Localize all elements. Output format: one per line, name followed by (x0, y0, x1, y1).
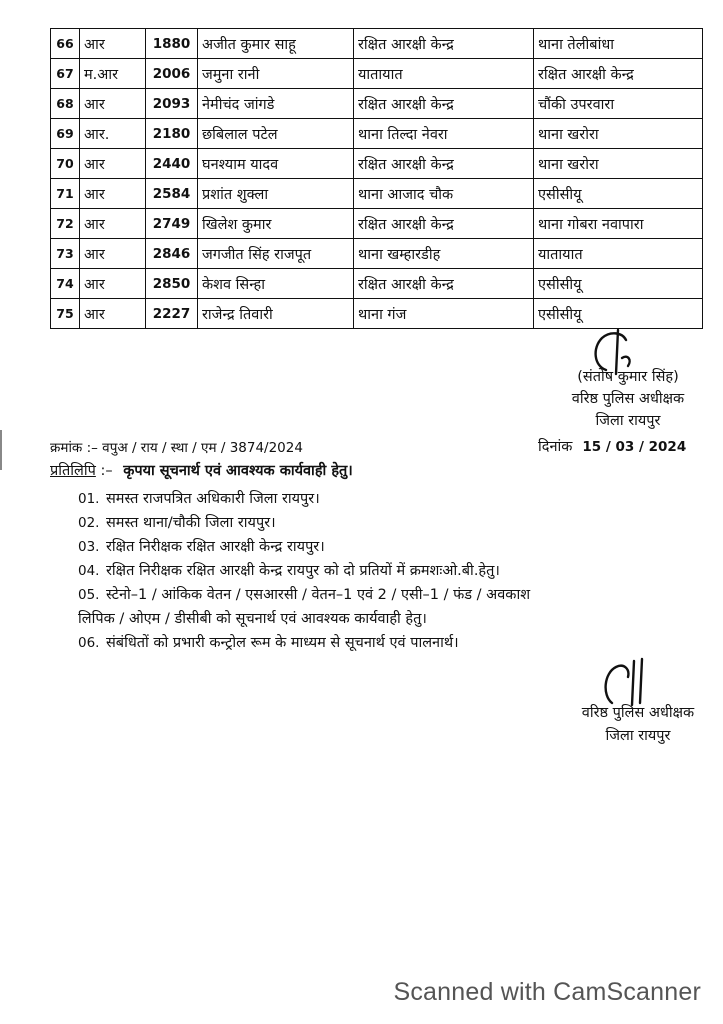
date-label: दिनांक (538, 439, 573, 455)
date-value: 15 / 03 / 2024 (582, 439, 687, 455)
copy-item-text: रक्षित निरीक्षक रक्षित आरक्षी केन्द्र रायपुर को दो प्रतियों में क्रमशःओ.बी.हेतु। (106, 563, 500, 579)
cell-serial: 67 (51, 59, 80, 89)
cell-name: प्रशांत शुक्ला (198, 179, 354, 209)
copy-item-number: 03. (78, 539, 100, 555)
cell-serial: 75 (51, 299, 80, 329)
cell-name: अजीत कुमार साहू (198, 29, 354, 59)
cell-serial: 71 (51, 179, 80, 209)
order-number: क्रमांक :– वपुअ / राय / स्था / एम / 3874/2024 (50, 440, 303, 456)
signatory-designation: वरिष्ठ पुलिस अधीक्षक (581, 705, 695, 721)
cell-name: नेमीचंद जांगडे (198, 89, 354, 119)
copy-item-text: समस्त थाना/चौकी जिला रायपुर। (106, 515, 276, 531)
cell-to: एसीसीयू (534, 269, 703, 299)
cell-number: 2227 (146, 299, 198, 329)
table-row (51, 179, 703, 209)
copy-item (78, 559, 708, 583)
table-row (51, 149, 703, 179)
copy-item-number: 05. (78, 587, 100, 603)
copy-item-number: 04. (78, 563, 100, 579)
cell-from: यातायात (354, 59, 534, 89)
cell-serial: 66 (51, 29, 80, 59)
cell-number: 2180 (146, 119, 198, 149)
cell-to: यातायात (534, 239, 703, 269)
cell-to: थाना गोबरा नवापारा (534, 209, 703, 239)
copy-item-text: संबंधितों को प्रभारी कन्ट्रोल रूम के माध्यम से सूचनार्थ एवं पालनार्थ। (106, 635, 459, 651)
cell-from: रक्षित आरक्षी केन्द्र (354, 149, 534, 179)
copy-item-text: स्टेनो–1 / आंकिक वेतन / एसआरसी / वेतन–1 एवं 2 / एसी–1 / फंड / अवकाश (106, 587, 531, 603)
cell-from: थाना गंज (354, 299, 534, 329)
cell-name: छबिलाल पटेल (198, 119, 354, 149)
cell-rank: आर (80, 269, 146, 299)
cell-number: 2093 (146, 89, 198, 119)
order-date (538, 436, 686, 456)
copy-item (78, 487, 708, 511)
signatory-block-2 (558, 702, 718, 748)
copy-label: प्रतिलिपि (50, 463, 96, 479)
copy-heading-text: कृपया सूचनार्थ एवं आवश्यक कार्यवाही हेतु। (123, 463, 353, 479)
cell-rank: आर (80, 29, 146, 59)
cell-number: 2006 (146, 59, 198, 89)
cell-from: थाना खम्हारडीह (354, 239, 534, 269)
signatory-name: (संतोष कुमार सिंह) (577, 369, 679, 385)
cell-from: थाना आजाद चौक (354, 179, 534, 209)
copy-heading (50, 460, 353, 480)
cell-rank: आर (80, 299, 146, 329)
copy-item-text: समस्त राजपत्रित अधिकारी जिला रायपुर। (106, 491, 320, 507)
cell-rank: आर (80, 179, 146, 209)
copy-item-number: 01. (78, 491, 100, 507)
copy-item-number: 06. (78, 635, 100, 651)
table-row (51, 119, 703, 149)
table-body (51, 29, 703, 329)
cell-to: एसीसीयू (534, 179, 703, 209)
signatory-district: जिला रायपुर (595, 413, 661, 429)
signatory-block-1 (538, 366, 718, 432)
copy-list (78, 487, 708, 655)
cell-number: 2584 (146, 179, 198, 209)
table-row (51, 59, 703, 89)
table-row (51, 299, 703, 329)
cell-serial: 72 (51, 209, 80, 239)
cell-name: घनश्याम यादव (198, 149, 354, 179)
cell-to: थाना तेलीबांधा (534, 29, 703, 59)
camscanner-watermark: Scanned with CamScanner (393, 978, 701, 1006)
copy-item (78, 583, 708, 631)
cell-rank: आर. (80, 119, 146, 149)
copy-item (78, 535, 708, 559)
cell-serial: 69 (51, 119, 80, 149)
cell-rank: आर (80, 209, 146, 239)
cell-to: थाना खरोरा (534, 149, 703, 179)
cell-serial: 70 (51, 149, 80, 179)
copy-item-continuation: लिपिक / ओएम / डीसीबी को सूचनार्थ एवं आवश्यक कार्यवाही हेतु। (78, 611, 427, 627)
cell-to: थाना खरोरा (534, 119, 703, 149)
signatory-designation: वरिष्ठ पुलिस अधीक्षक (571, 391, 685, 407)
cell-name: जगजीत सिंह राजपूत (198, 239, 354, 269)
table-row (51, 89, 703, 119)
cell-from: रक्षित आरक्षी केन्द्र (354, 269, 534, 299)
copy-item-number: 02. (78, 515, 100, 531)
cell-rank: आर (80, 239, 146, 269)
cell-name: खिलेश कुमार (198, 209, 354, 239)
cell-rank: आर (80, 89, 146, 119)
cell-from: थाना तिल्दा नेवरा (354, 119, 534, 149)
cell-serial: 74 (51, 269, 80, 299)
cell-name: केशव सिन्हा (198, 269, 354, 299)
copy-item (78, 511, 708, 535)
copy-separator: :– (100, 463, 113, 479)
signature-2-icon (598, 655, 662, 709)
cell-from: रक्षित आरक्षी केन्द्र (354, 209, 534, 239)
cell-to: एसीसीयू (534, 299, 703, 329)
cell-number: 2440 (146, 149, 198, 179)
table-row (51, 269, 703, 299)
cell-to: रक्षित आरक्षी केन्द्र (534, 59, 703, 89)
cell-rank: आर (80, 149, 146, 179)
table-row (51, 29, 703, 59)
cell-number: 2749 (146, 209, 198, 239)
transfer-table (50, 28, 702, 329)
cell-from: रक्षित आरक्षी केन्द्र (354, 89, 534, 119)
copy-item-text: रक्षित निरीक्षक रक्षित आरक्षी केन्द्र रायपुर। (106, 539, 325, 555)
table-row (51, 209, 703, 239)
cell-number: 1880 (146, 29, 198, 59)
cell-serial: 68 (51, 89, 80, 119)
cell-number: 2850 (146, 269, 198, 299)
cell-serial: 73 (51, 239, 80, 269)
cell-from: रक्षित आरक्षी केन्द्र (354, 29, 534, 59)
cell-name: राजेन्द्र तिवारी (198, 299, 354, 329)
cell-rank: म.आर (80, 59, 146, 89)
cell-name: जमुना रानी (198, 59, 354, 89)
cell-number: 2846 (146, 239, 198, 269)
scan-edge-mark (0, 430, 2, 470)
table-row (51, 239, 703, 269)
copy-item (78, 631, 708, 655)
cell-to: चौंकी उपरवारा (534, 89, 703, 119)
signatory-district: जिला रायपुर (605, 728, 671, 744)
